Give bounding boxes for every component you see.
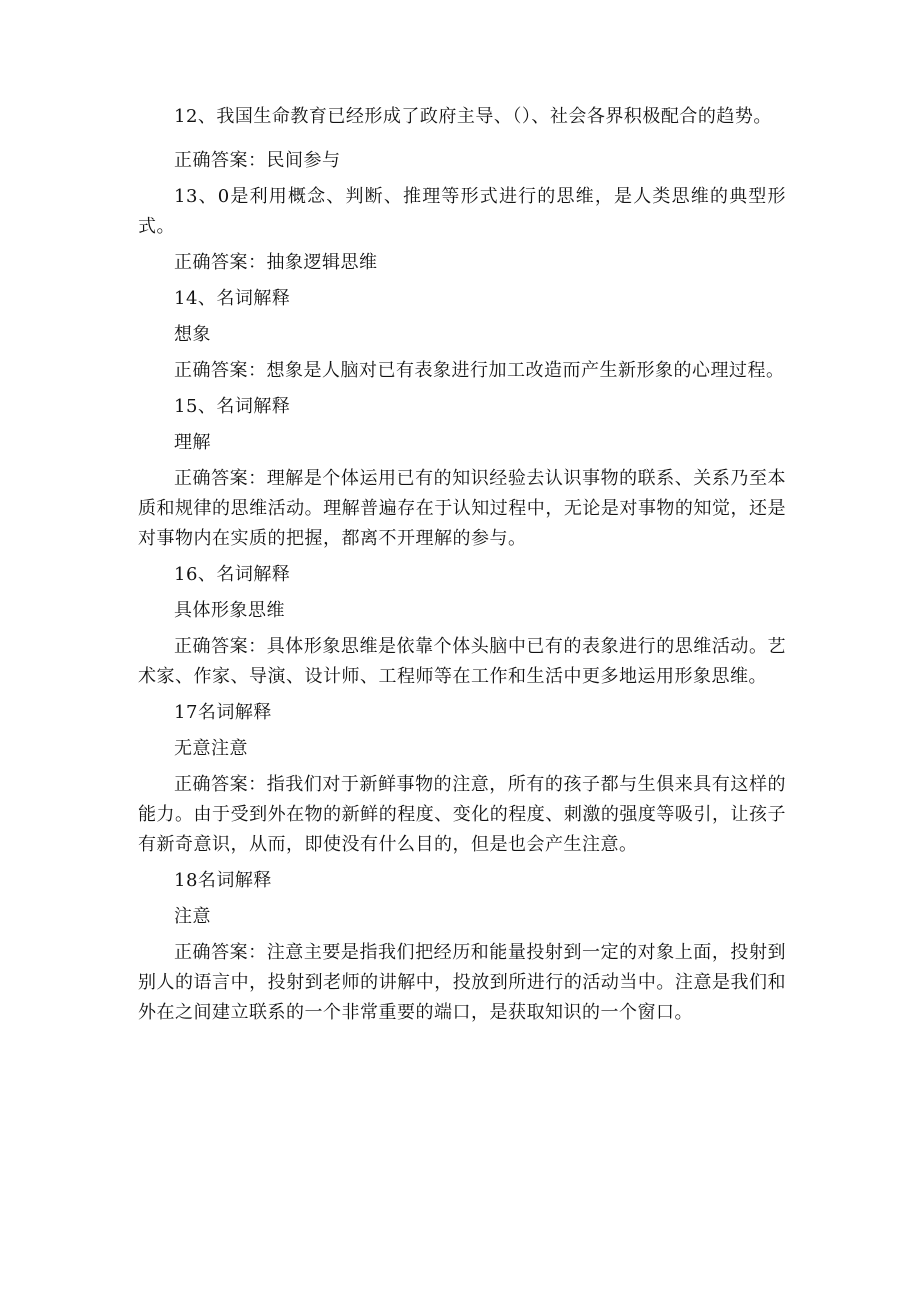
answer-17: 正确答案：指我们对于新鲜事物的注意，所有的孩子都与生俱来具有这样的能力。由于受到外在物的新鲜的程度、变化的程度、刺激的强度等吸引，让孩子有新奇意识，从而，即使没有什么目的，但是也会产生注意。 xyxy=(138,774,786,855)
answer-12: 正确答案：民间参与 xyxy=(174,150,341,171)
question-12: 12、我国生命教育已经形成了政府主导、（）、社会各界积极配合的趋势。 xyxy=(174,106,772,127)
answer-15: 正确答案：理解是个体运用已有的知识经验去认识事物的联系、关系乃至本质和规律的思维活动。理解普遍存在于认知过程中，无论是对事物的知觉，还是对事物内在实质的把握，都离不开理解的参与。 xyxy=(138,468,786,549)
question-17-heading: 17名词解释 xyxy=(174,702,272,723)
question-15-heading: 15、名词解释 xyxy=(174,396,291,417)
answer-14: 正确答案：想象是人脑对已有表象进行加工改造而产生新形象的心理过程。 xyxy=(174,360,785,381)
term-16: 具体形象思维 xyxy=(174,600,285,621)
term-14: 想象 xyxy=(174,324,211,345)
answer-18: 正确答案：注意主要是指我们把经历和能量投射到一定的对象上面，投射到别人的语言中，投射到老师的讲解中，投放到所进行的活动当中。注意是我们和外在之间建立联系的一个非常重要的端口，是获取知识的一个窗口。 xyxy=(138,942,786,1023)
term-18: 注意 xyxy=(174,906,211,927)
question-14-heading: 14、名词解释 xyxy=(174,288,291,309)
document-body xyxy=(138,102,786,1034)
question-13: 13、0是利用概念、判断、推理等形式进行的思维，是人类思维的典型形式。 xyxy=(138,186,786,237)
term-17: 无意注意 xyxy=(174,738,248,759)
term-15: 理解 xyxy=(174,432,211,453)
answer-16: 正确答案：具体形象思维是依靠个体头脑中已有的表象进行的思维活动。艺术家、作家、导演、设计师、工程师等在工作和生活中更多地运用形象思维。 xyxy=(138,636,786,687)
question-18-heading: 18名词解释 xyxy=(174,870,272,891)
question-16-heading: 16、名词解释 xyxy=(174,564,291,585)
answer-13: 正确答案：抽象逻辑思维 xyxy=(174,252,378,273)
